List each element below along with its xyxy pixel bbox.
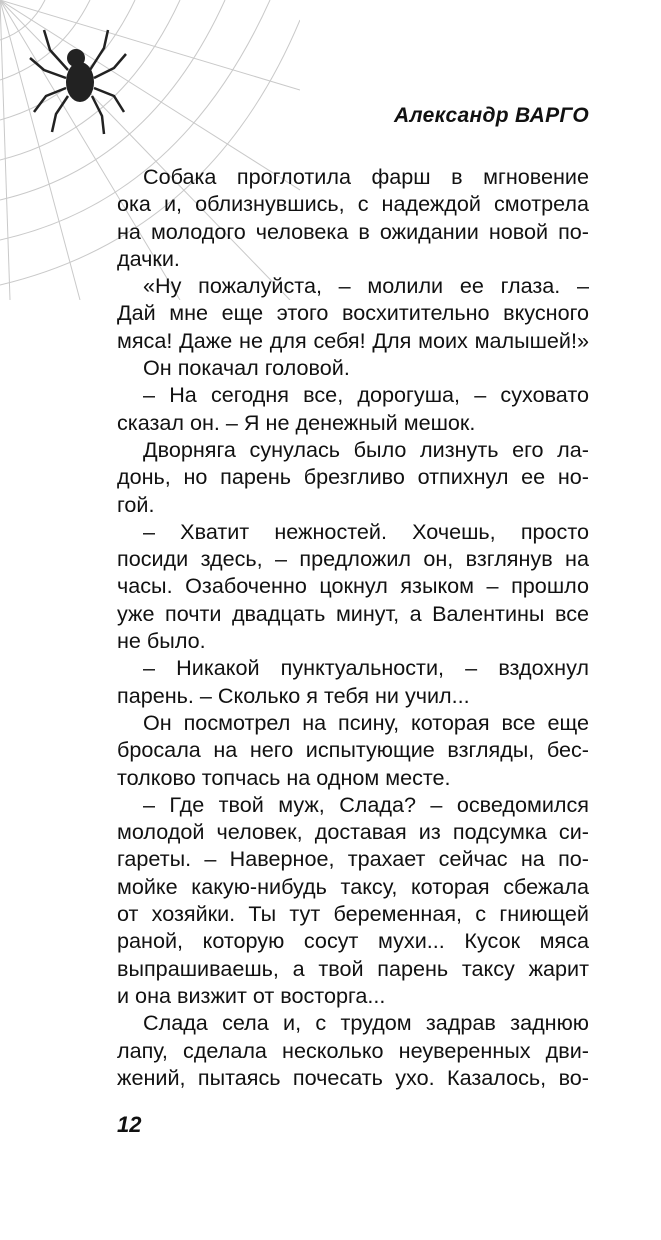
text-line: гой.: [117, 491, 155, 517]
text-line: молодой человек, доставая из подсумка си-: [117, 819, 589, 845]
text-line: жений, пытаясь почесать ухо. Казалось, во-: [117, 1064, 589, 1090]
running-header-author: Александр ВАРГО: [394, 104, 589, 127]
text-line: парень. – Сколько я тебя ни учил...: [117, 682, 470, 708]
text-line: мойке какую-нибудь таксу, которая сбежала: [117, 873, 589, 899]
text-line: не было.: [117, 628, 206, 654]
text-line: сказал он. – Я не денежный мешок.: [117, 409, 476, 435]
text-line: дачки.: [117, 245, 180, 271]
text-line: от хозяйки. Ты тут беременная, с гниющей: [117, 901, 589, 927]
text-line: «Ну пожалуйста, – молили ее глаза. –: [143, 273, 589, 299]
text-line: – На сегодня все, дорогуша, – суховато: [143, 382, 589, 408]
page-number: 12: [117, 1112, 142, 1137]
text-line: посиди здесь, – предложил он, взглянув на: [117, 546, 589, 572]
text-line: лапу, сделала несколько неуверенных дви-: [117, 1037, 589, 1063]
text-line: – Хватит нежностей. Хочешь, просто: [143, 518, 589, 544]
text-line: Собака проглотила фарш в мгновение: [143, 164, 589, 189]
text-line: Дворняга сунулась было лизнуть его ла-: [143, 436, 589, 462]
text-line: бросала на него испытующие взгляды, бес-: [117, 737, 589, 763]
text-line: Дай мне еще этого восхитительно вкусного: [117, 300, 589, 326]
text-line: и она визжит от восторга...: [117, 982, 386, 1008]
text-line: раной, которую сосут мухи... Кусок мяса: [117, 928, 589, 954]
text-line: гареты. – Наверное, трахает сейчас на по-: [117, 846, 589, 872]
text-line: уже почти двадцать минут, а Валентины все: [117, 600, 589, 626]
text-line: Он покачал головой.: [143, 355, 350, 381]
text-line: – Где твой муж, Слада? – осведомился: [143, 791, 589, 817]
body-text: [117, 163, 589, 1091]
text-line: Он посмотрел на псину, которая все еще: [143, 709, 589, 735]
text-line: выпрашиваешь, а твой парень таксу жарит: [117, 955, 589, 981]
text-line: толково топчась на одном месте.: [117, 764, 451, 790]
text-line: Слада села и, с трудом задрав заднюю: [143, 1010, 589, 1036]
text-line: на молодого человека в ожидании новой по-: [117, 218, 589, 244]
text-line: мяса! Даже не для себя! Для моих малышей!»: [117, 327, 589, 353]
text-line: – Никакой пунктуальности, – вздохнул: [143, 655, 589, 681]
text-line: часы. Озабоченно цокнул языком – прошло: [117, 573, 589, 599]
text-line: ока и, облизнувшись, с надеждой смотрела: [117, 191, 589, 217]
text-line: донь, но парень брезгливо отпихнул ее но-: [117, 464, 589, 490]
